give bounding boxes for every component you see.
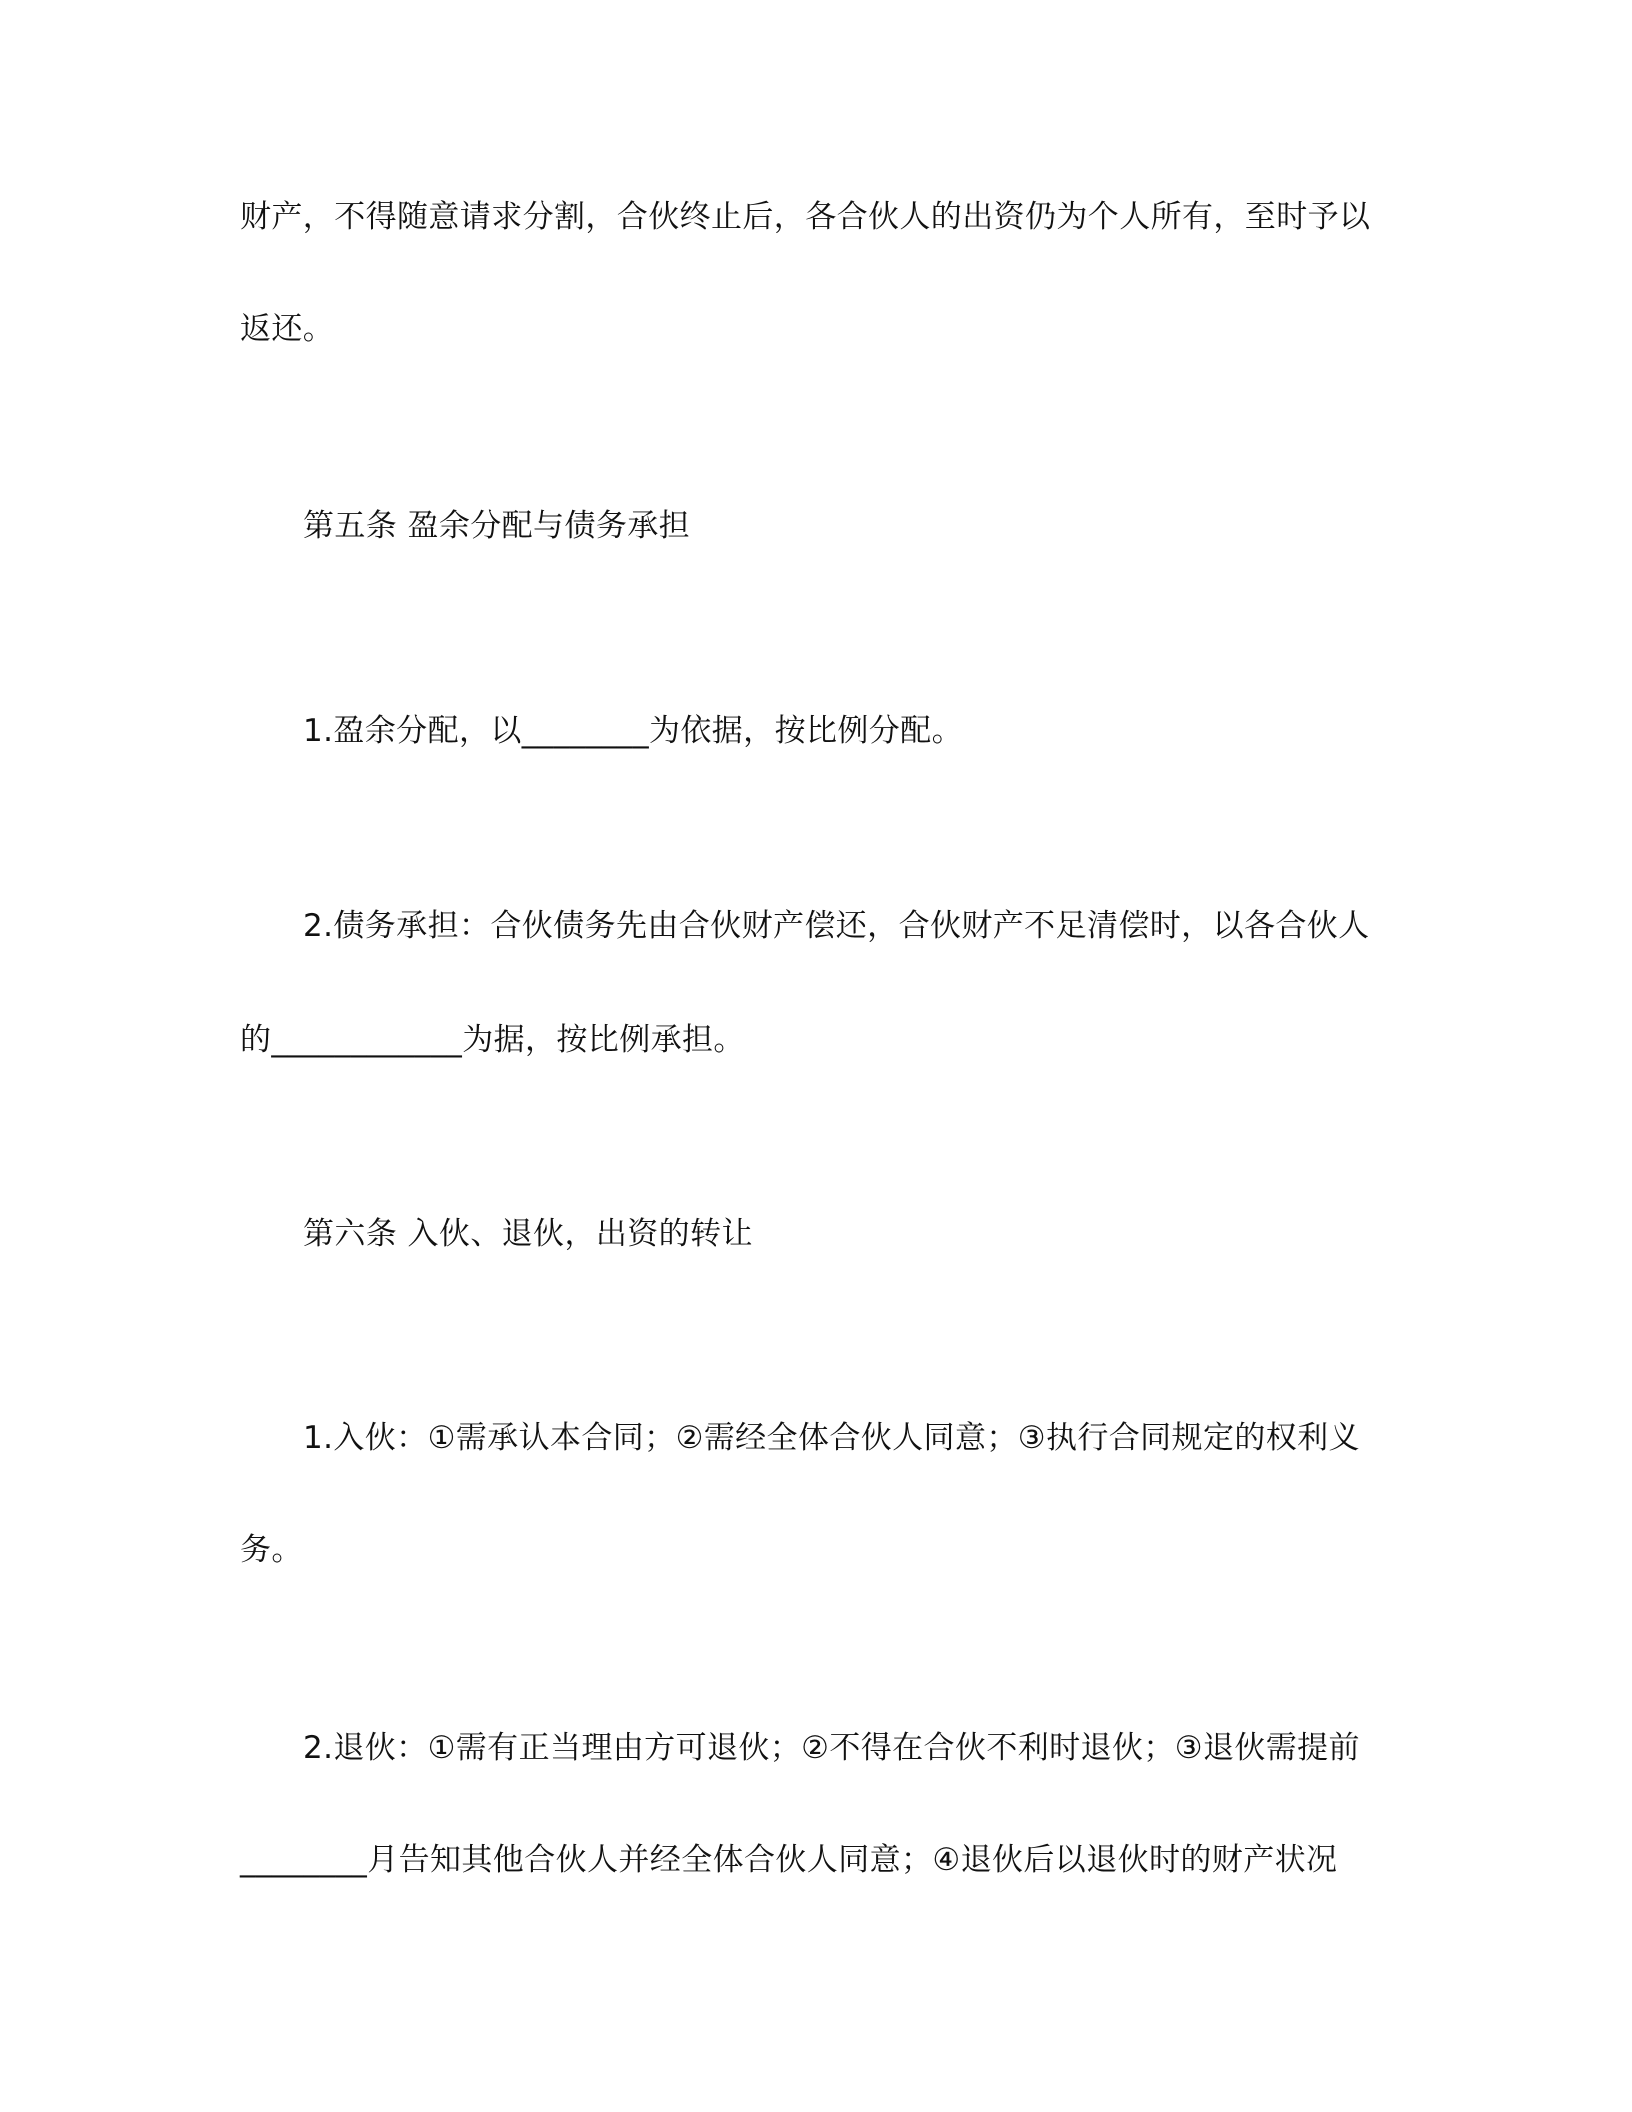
article-heading: 第五条 盈余分配与债务承担 <box>303 508 691 544</box>
body-text-line: 务。 <box>240 1532 303 1568</box>
article-heading: 第六条 入伙、退伙，出资的转让 <box>303 1216 753 1252</box>
clause-text: 2.债务承担：合伙债务先由合伙财产偿还，合伙财产不足清偿时，以各合伙人 <box>303 908 1370 944</box>
body-text-line: 的____________为据，按比例承担。 <box>240 1022 745 1058</box>
clause-text: 2.退伙：①需有正当理由方可退伙；②不得在合伙不利时退伙；③退伙需提前 <box>303 1730 1360 1766</box>
body-text-line: 财产，不得随意请求分割，合伙终止后，各合伙人的出资仍为个人所有，至时予以 <box>240 199 1371 235</box>
body-text-line: ________月告知其他合伙人并经全体合伙人同意；④退伙后以退伙时的财产状况 <box>240 1842 1338 1878</box>
body-text-line: 返还。 <box>240 311 335 347</box>
clause-text: 1.盈余分配，以________为依据，按比例分配。 <box>303 713 963 749</box>
clause-text: 1.入伙：①需承认本合同；②需经全体合伙人同意；③执行合同规定的权利义 <box>303 1420 1360 1456</box>
